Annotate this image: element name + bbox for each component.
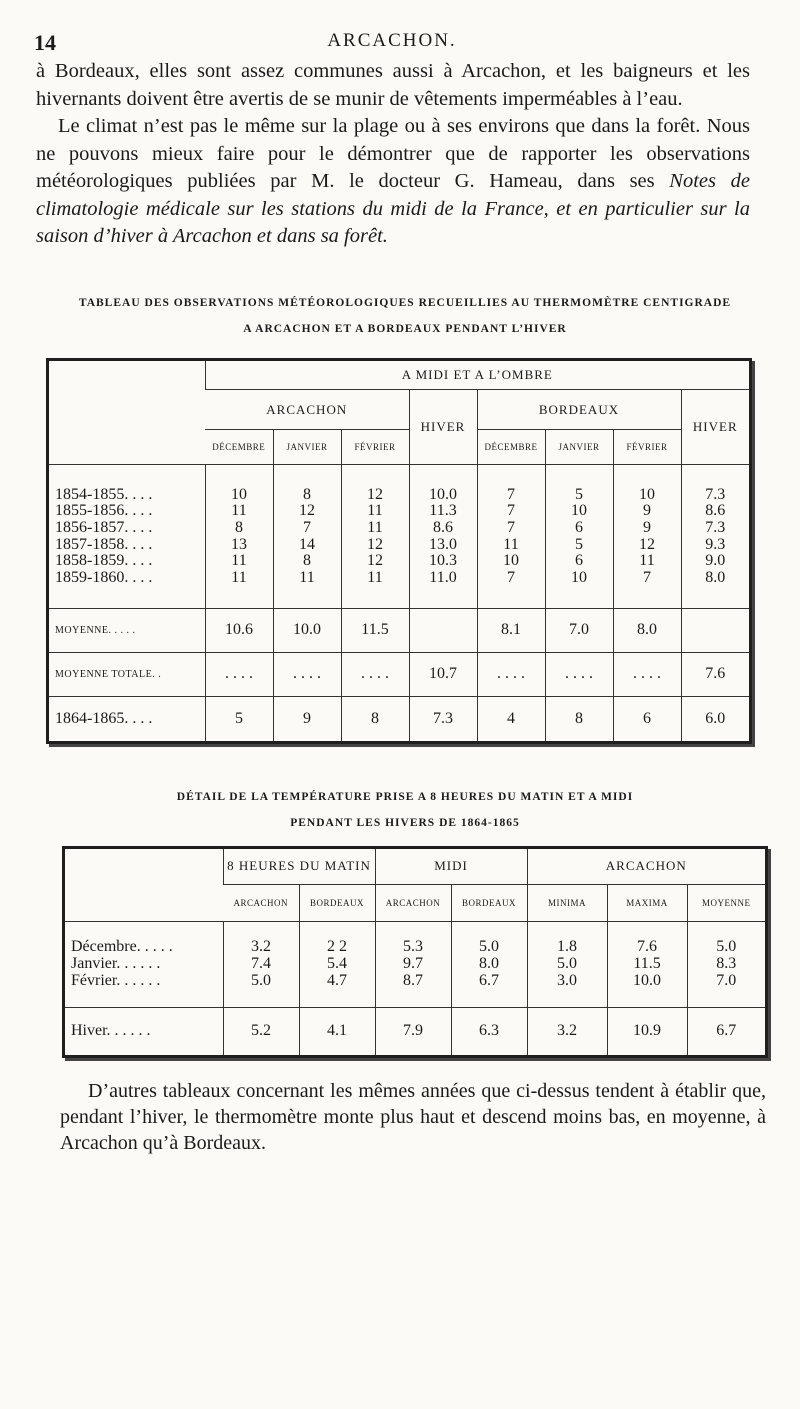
table2 <box>62 846 768 1058</box>
table1-mt-b-hiv: 7.6 <box>681 653 749 697</box>
table1-1864-b-hiv: 6.0 <box>681 697 749 741</box>
table1-grid <box>49 361 749 741</box>
table2-group-midi: MIDI <box>375 849 527 884</box>
table1-1864-a-hiv: 7.3 <box>409 697 477 741</box>
table1-bordeaux-janvier: JANVIER <box>545 429 613 464</box>
table2-hiver-c1: 5.2 <box>223 1008 299 1055</box>
table2-hiver-c3: 7.9 <box>375 1008 451 1055</box>
table1-col-bordeaux-fevrier: 10 9 9 12 11 7 <box>613 465 681 609</box>
table1-group-bordeaux: BORDEAUX <box>477 390 681 430</box>
table2-sub-minima: MINIMA <box>527 884 607 921</box>
table1-col-bordeaux-janvier: 5 10 6 5 6 10 <box>545 465 613 609</box>
page-number: 14 <box>34 30 56 55</box>
running-title: ARCACHON. <box>327 30 457 51</box>
table1-hiver-arcachon: HIVER <box>409 390 477 465</box>
table2-col-midi-bordeaux: 5.0 8.0 6.7 <box>451 921 527 1008</box>
paragraph-2 <box>36 113 750 251</box>
table2-hiver-c5: 3.2 <box>527 1008 607 1055</box>
table2-hiver-label: Hiver. . . . . . <box>71 1022 151 1040</box>
table2-caption-line2: PENDANT LES HIVERS DE 1864-1865 <box>290 817 520 829</box>
outro-text <box>60 1078 766 1156</box>
table1-mt-dots-2: . . . . <box>273 653 341 697</box>
table1-col-arcachon-decembre: 10 11 8 13 11 11 <box>205 465 273 609</box>
table1-moyenne-b-hiv <box>681 608 749 652</box>
table2-corner <box>65 849 223 921</box>
table1-moyenne-a-jan: 10.0 <box>273 608 341 652</box>
table2-col-8h-bordeaux: 2 2 5.4 4.7 <box>299 921 375 1008</box>
table1-corner <box>49 361 205 465</box>
table1-1864-b-dec: 4 <box>477 697 545 741</box>
table1-col-arcachon-janvier: 8 12 7 14 8 11 <box>273 465 341 609</box>
table1-arcachon-decembre: DÉCEMBRE <box>212 442 266 453</box>
table2-sub-moyenne: MOYENNE <box>687 884 765 921</box>
table1-mt-a-hiv: 10.7 <box>409 653 477 697</box>
table2-caption-line1: DÉTAIL DE LA TEMPÉRATURE PRISE A 8 HEURES DU MATIN ET A MIDI <box>176 791 634 803</box>
table1-col-arcachon-hiver: 10.0 11.3 8.6 13.0 10.3 11.0 <box>409 465 477 609</box>
table1-top-header: A MIDI ET A L’OMBRE <box>205 361 749 390</box>
table1-moyenne-a-dec: 10.6 <box>205 608 273 652</box>
table1-hiver-bordeaux: HIVER <box>681 390 749 465</box>
table2-col-moyenne: 5.0 8.3 7.0 <box>687 921 765 1008</box>
table2-col-maxima: 7.6 11.5 10.0 <box>607 921 687 1008</box>
table1-1864-b-feb: 6 <box>613 697 681 741</box>
table1-col-bordeaux-decembre: 7 7 7 11 10 7 <box>477 465 545 609</box>
table1-mt-dots-3: . . . . <box>341 653 409 697</box>
table2-sub-midi-bordeaux: BORDEAUX <box>451 884 527 921</box>
outro-paragraph: D’autres tableaux concernant les mêmes années que ci-dessus tendent à établir que, pendant l’hiver, le thermomètre monte plus haut et descend moins bas, en moyenne, à Arcachon qu’à Bordeaux. <box>60 1080 766 1154</box>
table1-arcachon-janvier: JANVIER <box>273 429 341 464</box>
table1-group-arcachon: ARCACHON <box>205 390 409 430</box>
table1-1864-a-dec: 5 <box>205 697 273 741</box>
table1-caption <box>40 290 770 342</box>
table2-grid <box>65 849 765 1055</box>
table2-hiver-c4: 6.3 <box>451 1008 527 1055</box>
table1-caption-line2: A ARCACHON ET A BORDEAUX PENDANT L’HIVER <box>243 323 567 335</box>
table2-sub-8h-arcachon: ARCACHON <box>233 897 288 908</box>
table1-years: 1854-1855. . . . 1855-1856. . . . 1856-1857. . . . 1857-1858. . . . 1858-1859. . . . 1859-1860. . . . <box>55 485 153 586</box>
book-title-italic: Notes de climatologie médicale sur les stations du midi de la France, et en particulier sur la saison d’hiver à Arcachon et dans sa forêt. <box>36 170 750 247</box>
table1-col-bordeaux-hiver: 7.3 8.6 7.3 9.3 9.0 8.0 <box>681 465 749 609</box>
table1-moyenne-a-hiv <box>409 608 477 652</box>
paragraph-2-text: Le climat n’est pas le même sur la plage ou à ses environs que dans la forêt. Nous ne pouvons mieux faire pour le démontrer que de rapporter les observations météorologiques publiées par M. le docteur G. Hameau, dans ses <box>36 115 750 192</box>
table1-bordeaux-fevrier: FÉVRIER <box>613 429 681 464</box>
table2-group-8h: 8 HEURES DU MATIN <box>223 849 375 884</box>
table1-moyenne-b-dec: 8.1 <box>477 608 545 652</box>
table2-hiver-c7: 6.7 <box>687 1008 765 1055</box>
paragraph-1: à Bordeaux, elles sont assez communes aussi à Arcachon, et les baigneurs et les hivernants doivent être avertis de se munir de vêtements imperméables à l’eau. <box>36 60 750 110</box>
table1-mt-dots-1: . . . . <box>205 653 273 697</box>
intro-text <box>36 58 750 251</box>
table2-sub-8h-bordeaux: BORDEAUX <box>299 884 375 921</box>
table1-mt-dots-5: . . . . <box>545 653 613 697</box>
table1-1864-a-jan: 9 <box>273 697 341 741</box>
table2-caption <box>40 784 770 836</box>
table2-hiver-c6: 10.9 <box>607 1008 687 1055</box>
table2-sub-midi-arcachon: ARCACHON <box>375 884 451 921</box>
running-header <box>34 30 750 56</box>
table2-hiver-c2: 4.1 <box>299 1008 375 1055</box>
table2-col-8h-arcachon: 3.2 7.4 5.0 <box>223 921 299 1008</box>
table1-moyenne-b-feb: 8.0 <box>613 608 681 652</box>
table1-1864-label: 1864-1865. . . . <box>55 709 153 727</box>
table1-col-arcachon-fevrier: 12 11 11 12 12 11 <box>341 465 409 609</box>
table1-moyenne-b-jan: 7.0 <box>545 608 613 652</box>
table1-caption-line1: TABLEAU DES OBSERVATIONS MÉTÉOROLOGIQUES RECUEILLIES AU THERMOMÈTRE CENTIGRADE <box>78 297 732 309</box>
table1-moyenne-totale-label: MOYENNE TOTALE. . <box>55 669 162 681</box>
table1-moyenne-a-feb: 11.5 <box>341 608 409 652</box>
table1-arcachon-fevrier: FÉVRIER <box>341 429 409 464</box>
table2-col-minima: 1.8 5.0 3.0 <box>527 921 607 1008</box>
table1-mt-dots-6: . . . . <box>613 653 681 697</box>
table2-months: Décembre. . . . . Janvier. . . . . . Février. . . . . . <box>71 938 173 989</box>
table1-1864-a-feb: 8 <box>341 697 409 741</box>
table1-moyenne-label: MOYENNE. . . . . <box>55 625 136 636</box>
table1-bordeaux-decembre: DÉCEMBRE <box>477 429 545 464</box>
table2-col-midi-arcachon: 5.3 9.7 8.7 <box>375 921 451 1008</box>
table1-1864-b-jan: 8 <box>545 697 613 741</box>
table1 <box>46 358 752 744</box>
table2-sub-maxima: MAXIMA <box>607 884 687 921</box>
table2-group-arcachon: ARCACHON <box>527 849 765 884</box>
table1-mt-dots-4: . . . . <box>477 653 545 697</box>
